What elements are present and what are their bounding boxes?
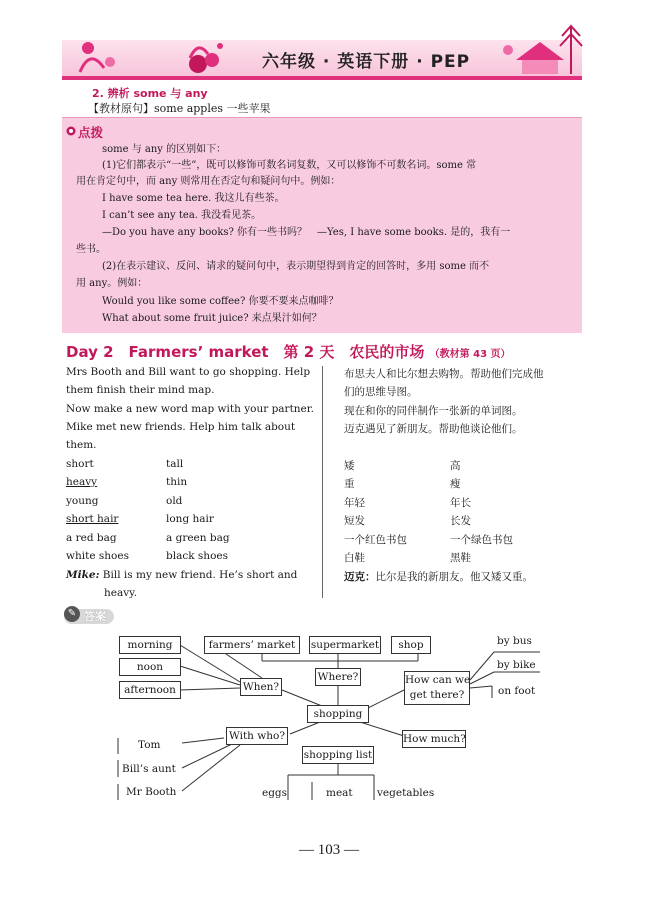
person-node: Bill’s aunt bbox=[122, 763, 176, 775]
word-right: long hair bbox=[166, 513, 214, 525]
source-text: some apples 一些苹果 bbox=[154, 102, 271, 115]
word-left: short bbox=[66, 458, 94, 470]
zh-word-right: 高 bbox=[450, 460, 461, 472]
item-node: eggs bbox=[262, 787, 288, 799]
answer-icon: ✎ bbox=[64, 606, 80, 622]
word-right: old bbox=[166, 495, 183, 507]
how-get-line: get there? bbox=[409, 689, 465, 701]
person-node: Tom bbox=[138, 739, 161, 751]
time-node: morning bbox=[119, 636, 181, 654]
tip-line: I can’t see any tea. 我没看见茶。 bbox=[102, 210, 262, 221]
word-right: tall bbox=[166, 458, 184, 470]
zh-word-right: 长发 bbox=[450, 515, 471, 527]
item-node: meat bbox=[326, 787, 353, 799]
tip-line: —Do you have any books? 你有一些书吗？ —Yes, I have some books. 是的，我有一 bbox=[102, 227, 511, 238]
zh-word-left: 年轻 bbox=[344, 497, 365, 509]
place-node: supermarket bbox=[309, 636, 381, 654]
word-left: white shoes bbox=[66, 550, 129, 562]
textbook-page-ref: （教材第 43 页） bbox=[429, 349, 511, 360]
english-line: them finish their mind map. bbox=[66, 384, 215, 396]
tip-line: What about some fruit juice? 来点果汁如何？ bbox=[102, 313, 322, 324]
chinese-line: 布思夫人和比尔想去购物。帮助他们完成他 bbox=[344, 368, 544, 380]
zh-word-left: 一个红色书包 bbox=[344, 534, 407, 546]
chinese-line: 迈克遇见了新朋友。帮助他谈论他们。 bbox=[344, 423, 523, 435]
answer-label-text: 答案 bbox=[64, 609, 114, 624]
transport-node: on foot bbox=[498, 685, 536, 697]
dialogue-text-zh: 比尔是我的新朋友。他又矮又重。 bbox=[375, 571, 533, 583]
item-node: vegetables bbox=[377, 787, 435, 799]
english-line: them. bbox=[66, 439, 97, 451]
english-line: Now make a new word map with your partner. bbox=[66, 403, 314, 415]
center-node: shopping bbox=[307, 705, 369, 723]
time-node: afternoon bbox=[119, 681, 181, 699]
word-right: thin bbox=[166, 476, 188, 488]
tip-line: 用 any。例如： bbox=[76, 278, 148, 289]
tip-heading: 点拨 bbox=[78, 125, 104, 140]
place-node: shop bbox=[391, 636, 431, 654]
page-number: — 103 — bbox=[299, 842, 359, 858]
tip-line: 些书。 bbox=[76, 244, 106, 255]
dialogue-text: Bill is my new friend. He’s short and bbox=[102, 569, 298, 581]
where-node: Where? bbox=[315, 668, 361, 686]
zh-word-left: 白鞋 bbox=[344, 552, 365, 564]
person-node: Mr Booth bbox=[126, 786, 177, 798]
zh-word-left: 短发 bbox=[344, 515, 365, 527]
header-title: 六年级 · 英语下册 · PEP bbox=[262, 52, 471, 72]
word-left: a red bag bbox=[66, 532, 117, 544]
dialogue-text: heavy. bbox=[104, 587, 138, 599]
speaker-name: Mike: bbox=[66, 569, 100, 581]
zh-word-right: 年长 bbox=[450, 497, 471, 509]
word-right: a green bag bbox=[166, 532, 230, 544]
english-line: Mike met new friends. Help him talk about bbox=[66, 421, 296, 433]
how-get-line: How can we bbox=[405, 674, 471, 686]
with-who-node: With who? bbox=[226, 727, 288, 745]
how-much-node: How much? bbox=[402, 730, 466, 748]
zh-word-right: 瘦 bbox=[450, 478, 461, 490]
transport-node: by bike bbox=[497, 659, 536, 671]
tip-line: (1)它们都表示“一些”，既可以修饰可数名词复数，又可以修饰不可数名词。some 常 bbox=[102, 160, 477, 171]
zh-word-left: 重 bbox=[344, 478, 355, 490]
english-line: Mrs Booth and Bill want to go shopping. Help bbox=[66, 366, 311, 378]
zh-word-left: 矮 bbox=[344, 460, 355, 472]
when-node: When? bbox=[240, 678, 282, 696]
place-node: farmers’ market bbox=[204, 636, 300, 654]
how-get-node bbox=[404, 671, 470, 705]
tip-line: some 与 any 的区别如下： bbox=[102, 144, 227, 155]
section-title: 2. 辨析 some 与 any bbox=[92, 87, 208, 100]
transport-node: by bus bbox=[497, 635, 532, 647]
speaker-name-zh: 迈克： bbox=[344, 571, 376, 583]
word-right: black shoes bbox=[166, 550, 228, 562]
tip-line: Would you like some coffee? 你要不要来点咖啡？ bbox=[102, 296, 339, 307]
shopping-list-node: shopping list bbox=[302, 746, 374, 764]
time-node: noon bbox=[119, 658, 181, 676]
tip-line: I have some tea here. 我这儿有些茶。 bbox=[102, 193, 285, 204]
zh-word-right: 一个绿色书包 bbox=[450, 534, 513, 546]
tip-line: 用在肯定句中，而 any 则常用在否定句和疑问句中。例如： bbox=[76, 176, 341, 187]
word-left: young bbox=[66, 495, 99, 507]
chinese-line: 现在和你的同伴制作一张新的单词图。 bbox=[344, 405, 523, 417]
day-title-text: Day 2 Farmers’ market 第 2 天 农民的市场 bbox=[66, 343, 425, 361]
chinese-line: 们的思维导图。 bbox=[344, 386, 418, 398]
word-left: short hair bbox=[66, 513, 119, 525]
tip-line: (2)在表示建议、反问、请求的疑问句中，表示期望得到肯定的回答时，多用 some 而不 bbox=[102, 261, 490, 272]
source-bracket: 【教材原句】 bbox=[88, 102, 154, 115]
word-left: heavy bbox=[66, 476, 98, 488]
zh-word-right: 黑鞋 bbox=[450, 552, 471, 564]
